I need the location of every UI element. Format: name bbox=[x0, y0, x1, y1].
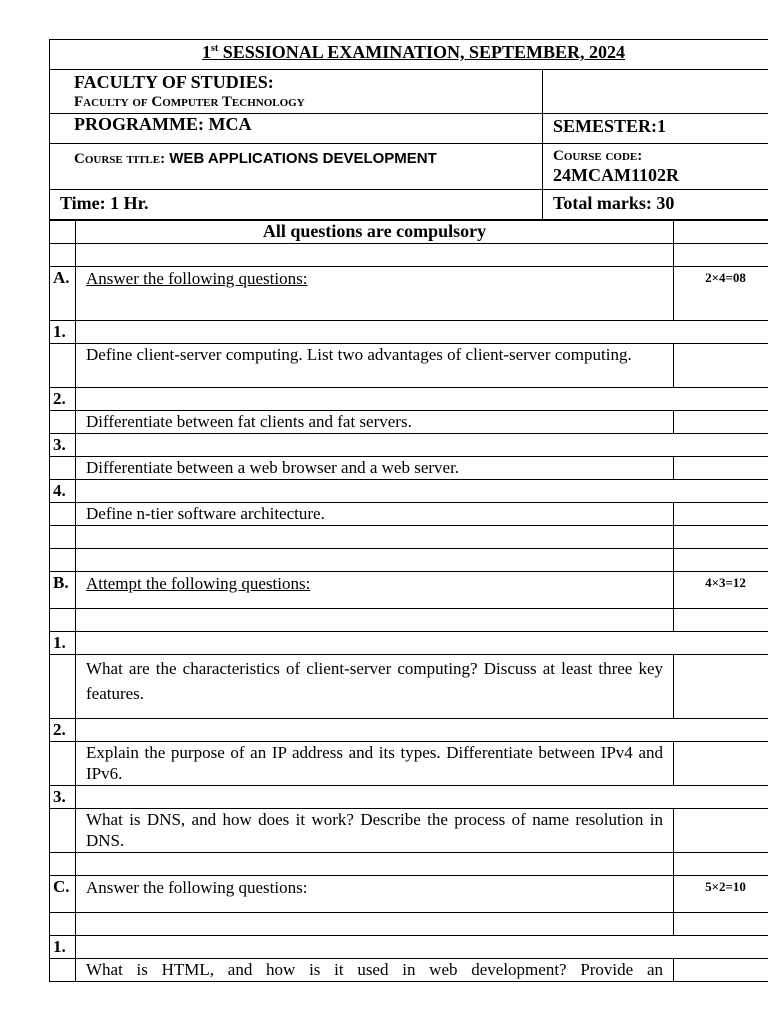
question-number: 2. bbox=[50, 719, 76, 742]
exam-title-ordinal-suffix: st bbox=[211, 43, 219, 54]
exam-title-text: SESSIONAL EXAMINATION, SEPTEMBER, 2024 bbox=[218, 42, 625, 62]
faculty-cell bbox=[50, 70, 543, 114]
course-code-value: 24MCAM1102R bbox=[553, 165, 679, 185]
course-title-label: Course title: bbox=[74, 151, 166, 167]
question-number: 4. bbox=[50, 480, 76, 503]
section-label: C. bbox=[50, 876, 76, 913]
faculty-of-studies-label: FACULTY OF STUDIES: bbox=[74, 72, 274, 92]
question-number: 1. bbox=[50, 632, 76, 655]
section-heading: Answer the following questions: bbox=[76, 267, 674, 321]
question-number: 1. bbox=[50, 936, 76, 959]
question-text: Define client-server computing. List two advantages of client-server computing. bbox=[76, 344, 674, 388]
blank-cell bbox=[50, 221, 76, 244]
exam-paper bbox=[49, 39, 768, 982]
programme: PROGRAMME: MCA bbox=[50, 114, 543, 144]
section-marks: 5×2=10 bbox=[674, 876, 768, 913]
question-number: 3. bbox=[50, 786, 76, 809]
exam-title-ordinal: 1 bbox=[202, 42, 212, 62]
faculty-name: Faculty of Computer Technology bbox=[74, 94, 305, 110]
question-text: What is HTML, and how is it used in web development? Provide an bbox=[76, 959, 674, 982]
question-text: What is DNS, and how does it work? Describe the process of name resolution in DNS. bbox=[76, 809, 674, 853]
section-label: A. bbox=[50, 267, 76, 321]
exam-time: Time: 1 Hr. bbox=[50, 190, 543, 220]
course-title-value: WEB APPLICATIONS DEVELOPMENT bbox=[165, 150, 437, 167]
total-marks: Total marks: 30 bbox=[543, 190, 768, 220]
section-heading: Answer the following questions: bbox=[76, 876, 674, 913]
exam-header-table bbox=[49, 39, 768, 220]
section-b-row bbox=[50, 572, 768, 609]
question-text: Differentiate between fat clients and fat servers. bbox=[76, 411, 674, 434]
question-number: 1. bbox=[50, 321, 76, 344]
question-number: 3. bbox=[50, 434, 76, 457]
question-text: Differentiate between a web browser and a web server. bbox=[76, 457, 674, 480]
question-text: Define n-tier software architecture. bbox=[76, 503, 674, 526]
question-text: Explain the purpose of an IP address and its types. Differentiate between IPv4 and IPv6. bbox=[76, 742, 674, 786]
section-marks: 2×4=08 bbox=[674, 267, 768, 321]
semester: SEMESTER:1 bbox=[543, 114, 768, 144]
faculty-blank-cell bbox=[543, 70, 768, 114]
course-title-cell bbox=[50, 144, 543, 190]
section-c-row bbox=[50, 876, 768, 913]
question-text: What are the characteristics of client-server computing? Discuss at least three key features. bbox=[76, 655, 674, 719]
exam-title bbox=[50, 40, 768, 70]
blank-cell bbox=[674, 221, 768, 244]
questions-table bbox=[49, 220, 768, 982]
section-heading: Attempt the following questions: bbox=[76, 572, 674, 609]
course-code-cell bbox=[543, 144, 768, 190]
section-marks: 4×3=12 bbox=[674, 572, 768, 609]
section-label: B. bbox=[50, 572, 76, 609]
instruction-text: All questions are compulsory bbox=[76, 221, 674, 244]
section-a-row bbox=[50, 267, 768, 321]
course-code-label: Course code: bbox=[553, 148, 643, 164]
question-number: 2. bbox=[50, 388, 76, 411]
